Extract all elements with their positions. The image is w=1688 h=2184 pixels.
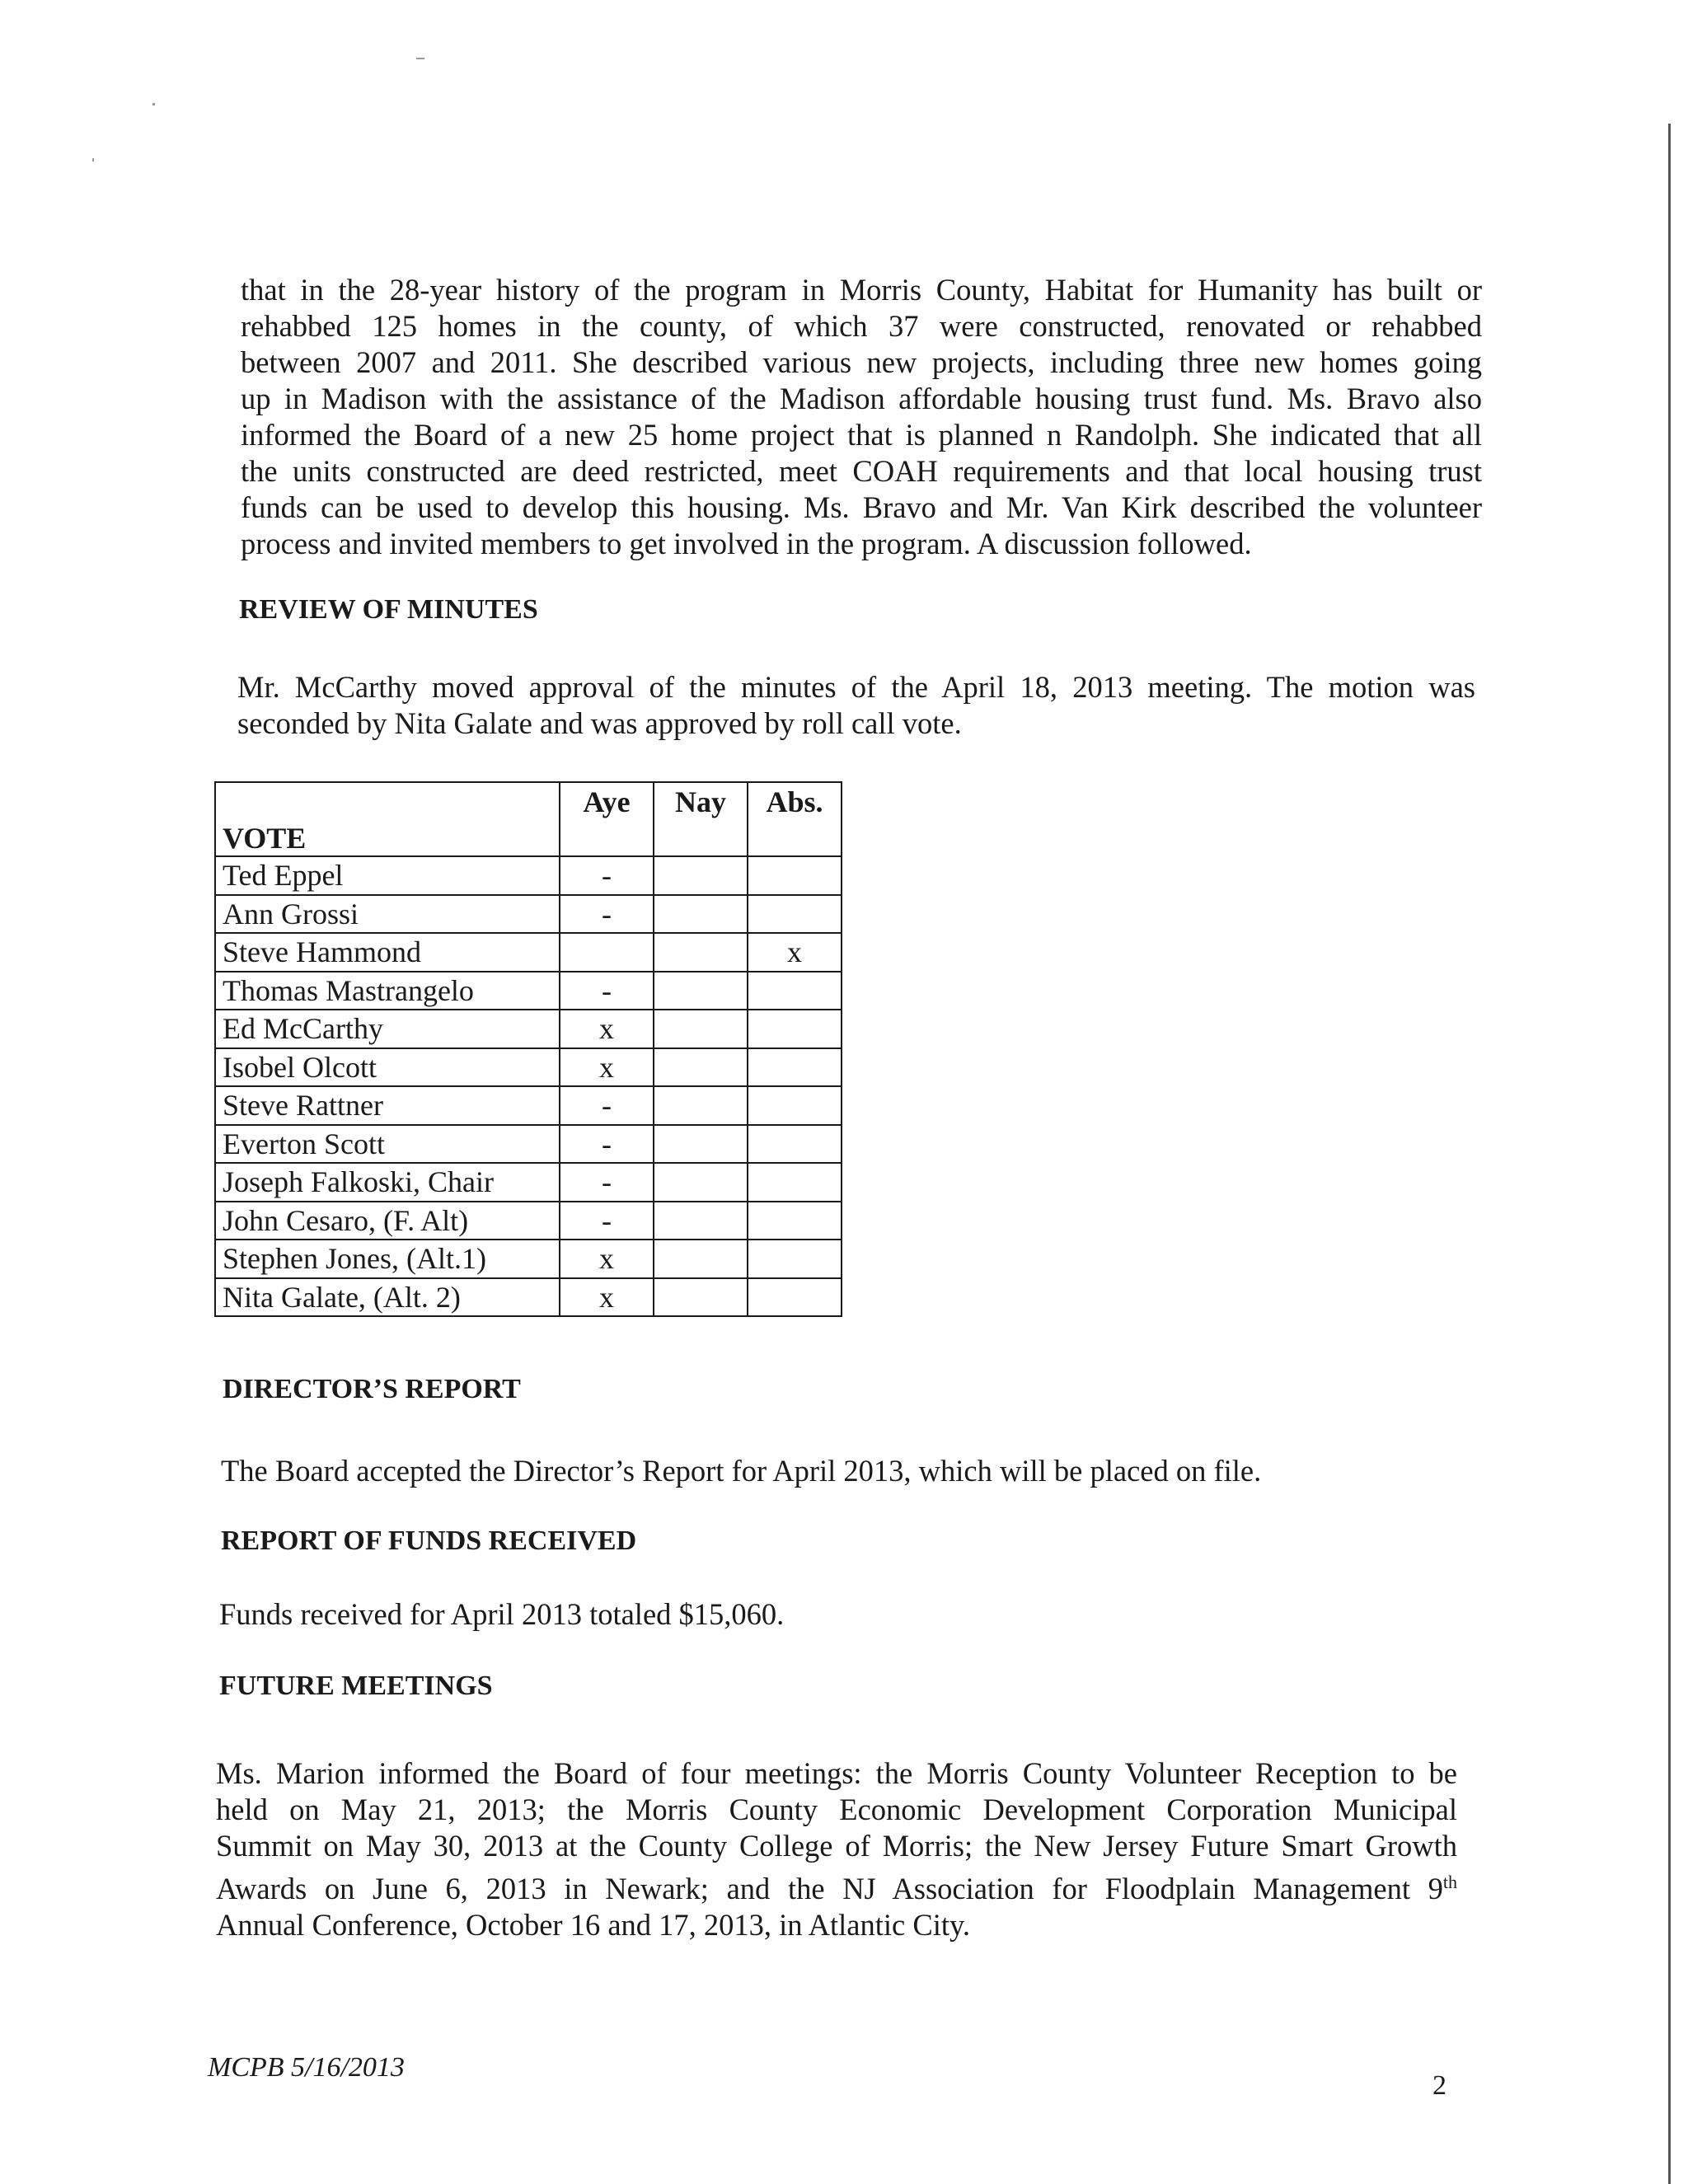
- aye-cell: x: [560, 1278, 654, 1317]
- member-name-cell: Everton Scott: [215, 1125, 560, 1164]
- aye-column-header: Aye: [560, 782, 654, 856]
- nay-cell: [654, 1010, 748, 1048]
- member-name-cell: Ann Grossi: [215, 895, 560, 934]
- nay-cell: [654, 895, 748, 934]
- abs-cell: [748, 1048, 842, 1087]
- table-row: [215, 972, 842, 1010]
- nay-cell: [654, 856, 748, 895]
- table-row: [215, 1125, 842, 1164]
- aye-cell: [560, 933, 654, 972]
- table-row: [215, 1048, 842, 1087]
- abs-cell: x: [748, 933, 842, 972]
- member-name-cell: Ted Eppel: [215, 856, 560, 895]
- nay-cell: [654, 1163, 748, 1202]
- aye-cell: -: [560, 1163, 654, 1202]
- aye-cell: -: [560, 1086, 654, 1125]
- funds-received-text: Funds received for April 2013 totaled $15,060.: [219, 1597, 785, 1631]
- scan-speck: [152, 103, 155, 105]
- member-name-cell: Thomas Mastrangelo: [215, 972, 560, 1010]
- roll-call-vote-table: [214, 781, 842, 1317]
- table-row: [215, 1278, 842, 1317]
- member-name-cell: Joseph Falkoski, Chair: [215, 1163, 560, 1202]
- abs-cell: [748, 1010, 842, 1048]
- scan-edge-line: [1668, 124, 1671, 2184]
- directors-report-text: The Board accepted the Director’s Report for April 2013, which will be placed on file.: [221, 1454, 1262, 1488]
- table-row: [215, 1202, 842, 1240]
- review-paragraph: Mr. McCarthy moved approval of the minutes of the April 18, 2013 meeting. The motion was seconded by Nita Galate and was approved by roll call vote.: [237, 670, 1475, 740]
- table-row: [215, 1086, 842, 1125]
- aye-cell: x: [560, 1010, 654, 1048]
- aye-cell: x: [560, 1240, 654, 1278]
- member-name-cell: Steve Rattner: [215, 1086, 560, 1125]
- abs-cell: [748, 1240, 842, 1278]
- abs-cell: [748, 895, 842, 934]
- member-name-cell: John Cesaro, (F. Alt): [215, 1202, 560, 1240]
- table-row: [215, 1010, 842, 1048]
- funds-received-heading: REPORT OF FUNDS RECEIVED: [221, 1526, 637, 1556]
- abs-cell: [748, 856, 842, 895]
- abs-cell: [748, 1202, 842, 1240]
- abs-cell: [748, 1086, 842, 1125]
- aye-cell: -: [560, 1202, 654, 1240]
- future-meetings-paragraph: Ms. Marion informed the Board of four meetings: the Morris County Volunteer Reception to be held on May 21, 2013; the Morris County Economic Development Corporation Municipal Summit on May 30, 2013 at the County College of Morris; the New Jersey Future Smart Growth Awards on June 6, 2013 in Newark; and the NJ Association for Floodplain Management 9th Annual Conference, October 16 and 17, 2013, in Atlantic City.: [216, 1756, 1457, 1943]
- nay-cell: [654, 933, 748, 972]
- intro-paragraph: that in the 28-year history of the program in Morris County, Habitat for Humanity has built or rehabbed 125 homes in the county, of which 37 were constructed, renovated or rehabbed between 2007 and 2011. She described various new projects, including three new homes going up in Madison with the assistance of the Madison affordable housing trust fund. Ms. Bravo also informed the Board of a new 25 home project that is planned n Randolph. She indicated that all the units constructed are deed restricted, meet COAH requirements and that local housing trust funds can be used to develop this housing. Ms. Bravo and Mr. Van Kirk described the volunteer process and invited members to get involved in the program. A discussion followed.: [241, 273, 1482, 560]
- table-row: [215, 895, 842, 934]
- future-meetings-heading: FUTURE MEETINGS: [219, 1671, 493, 1701]
- abs-column-header: Abs.: [748, 782, 842, 856]
- aye-cell: -: [560, 972, 654, 1010]
- member-name-cell: Stephen Jones, (Alt.1): [215, 1240, 560, 1278]
- abs-cell: [748, 1125, 842, 1164]
- aye-cell: x: [560, 1048, 654, 1087]
- nay-column-header: Nay: [654, 782, 748, 856]
- table-row: [215, 1163, 842, 1202]
- table-row: [215, 933, 842, 972]
- nay-cell: [654, 1240, 748, 1278]
- review-of-minutes-heading: REVIEW OF MINUTES: [239, 594, 538, 625]
- nay-cell: [654, 972, 748, 1010]
- ordinal-superscript: th: [1442, 1872, 1457, 1892]
- footer-document-id: MCPB 5/16/2013: [208, 2052, 405, 2083]
- page-number: 2: [1432, 2070, 1447, 2101]
- table-row: [215, 856, 842, 895]
- aye-cell: -: [560, 895, 654, 934]
- scan-speck: [416, 58, 424, 59]
- nay-cell: [654, 1278, 748, 1317]
- abs-cell: [748, 1163, 842, 1202]
- member-name-cell: Isobel Olcott: [215, 1048, 560, 1087]
- abs-cell: [748, 972, 842, 1010]
- vote-table-header-row: [215, 782, 842, 856]
- member-name-cell: Ed McCarthy: [215, 1010, 560, 1048]
- member-name-cell: Steve Hammond: [215, 933, 560, 972]
- nay-cell: [654, 1125, 748, 1164]
- abs-cell: [748, 1278, 842, 1317]
- nay-cell: [654, 1048, 748, 1087]
- aye-cell: -: [560, 856, 654, 895]
- table-row: [215, 1240, 842, 1278]
- nay-cell: [654, 1086, 748, 1125]
- nay-cell: [654, 1202, 748, 1240]
- vote-column-header: VOTE: [215, 782, 560, 856]
- member-name-cell: Nita Galate, (Alt. 2): [215, 1278, 560, 1317]
- aye-cell: -: [560, 1125, 654, 1164]
- scan-speck: [92, 158, 94, 162]
- directors-report-heading: DIRECTOR’S REPORT: [223, 1374, 521, 1404]
